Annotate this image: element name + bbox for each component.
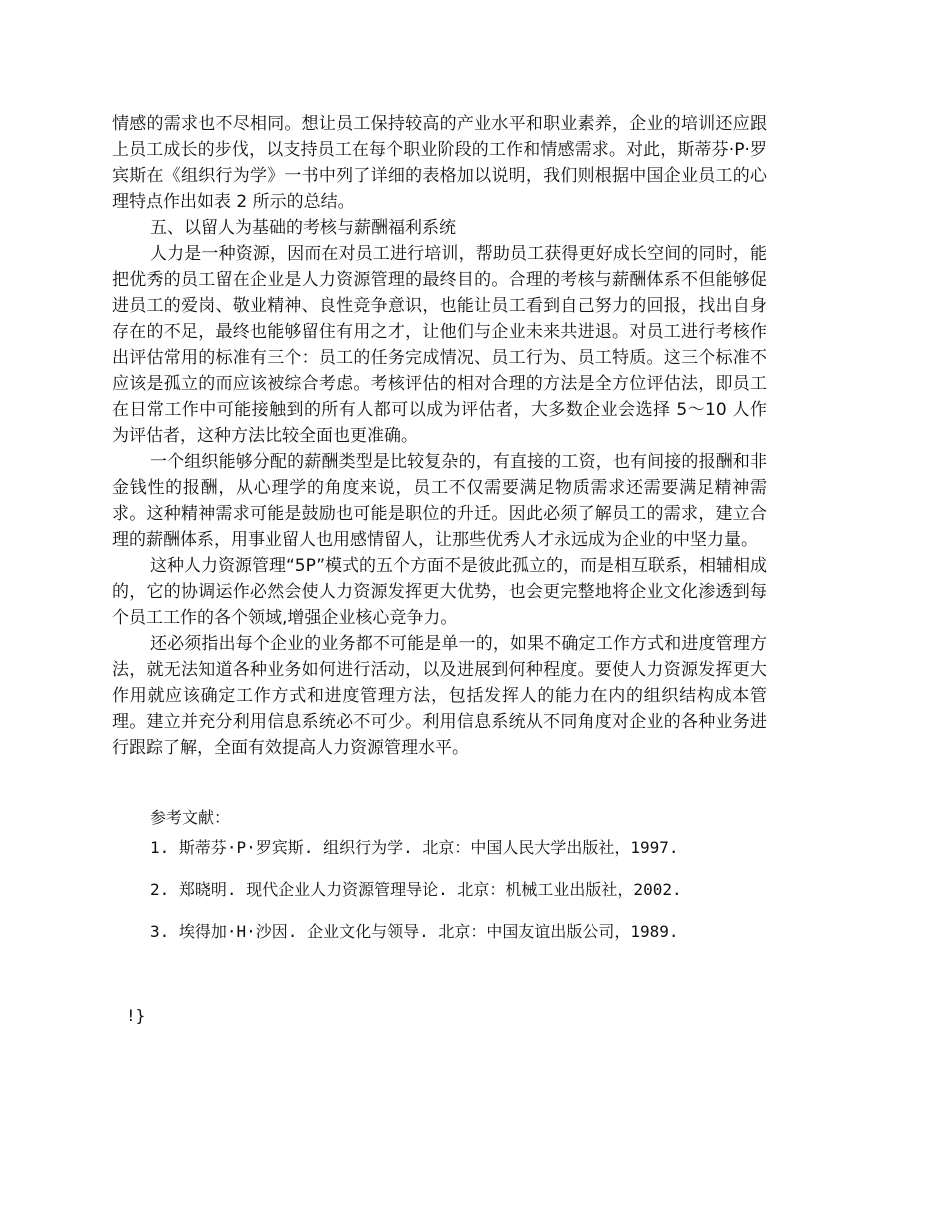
reference-item-2: 2. 郑晓明. 现代企业人力资源管理导论. 北京：机械工业出版社，2002.: [150, 880, 682, 899]
paragraph-5p-model: 这种人力资源管理“5P”模式的五个方面不是彼此孤立的，而是相互联系，相辅相成的，它的协调运作必然会使人力资源发挥更大优势，也会更完整地将企业文化渗透到每个员工工作的各个领域,增强企业核心竞争力。: [112, 556, 767, 628]
references-title: 参考文献：: [150, 808, 231, 827]
paragraph-compensation: 一个组织能够分配的薪酬类型是比较复杂的，有直接的工资，也有间接的报酬和非金钱性的报酬，从心理学的角度来说，员工不仅需要满足物质需求还需要满足精神需求。这种精神需求可能是鼓励也可能是职位的升迁。因此必须了解员工的需求，建立合理的薪酬体系，用事业留人也用感情留人，让那些优秀人才永远成为企业的中坚力量。: [112, 452, 767, 550]
section-heading-5: 五、以留人为基础的考核与薪酬福利系统: [150, 218, 456, 238]
paragraph-training-needs: 情感的需求也不尽相同。想让员工保持较高的产业水平和职业素养，企业的培训还应跟上员工成长的步伐，以支持员工在每个职业阶段的工作和情感需求。对此，斯蒂芬·P·罗宾斯在《组织行为学》一书中列了详细的表格加以说明，我们则根据中国企业员工的心理特点作出如表 2 所示的总结。: [112, 114, 767, 212]
references-section: [112, 805, 767, 945]
paragraph-business-management: 还必须指出每个企业的业务都不可能是单一的，如果不确定工作方式和进度管理方法，就无法知道各种业务如何进行活动，以及进展到何种程度。要使人力资源发挥更大作用就应该确定工作方式和进度管理方法，包括发挥人的能力在内的组织结构成本管理。建立并充分利用信息系统必不可少。利用信息系统从不同角度对企业的各种业务进行跟踪了解，全面有效提高人力资源管理水平。: [112, 634, 767, 758]
document-body: [112, 111, 767, 961]
reference-item-1: 1. 斯蒂芬·P·罗宾斯. 组织行为学. 北京：中国人民大学出版社，1997.: [150, 838, 679, 857]
paragraph-retention-appraisal: 人力是一种资源，因而在对员工进行培训，帮助员工获得更好成长空间的同时，能把优秀的员工留在企业是人力资源管理的最终目的。合理的考核与薪酬体系不但能够促进员工的爱岗、敬业精神、良性竞争意识，也能让员工看到自己努力的回报，找出自身存在的不足，最终也能够留住有用之才，让他们与企业未来共进退。对员工进行考核作出评估常用的标准有三个：员工的任务完成情况、员工行为、员工特质。这三个标准不应该是孤立的而应该被综合考虑。考核评估的相对合理的方法是全方位评估法，即员工在日常工作中可能接触到的所有人都可以成为评估者，大多数企业会选择 5～10 人作为评估者，这种方法比较全面也更准确。: [112, 244, 767, 446]
trailing-mark: !}: [126, 1006, 146, 1025]
reference-item-3: 3. 埃得加·H·沙因. 企业文化与领导. 北京：中国友谊出版公司，1989.: [150, 922, 679, 941]
